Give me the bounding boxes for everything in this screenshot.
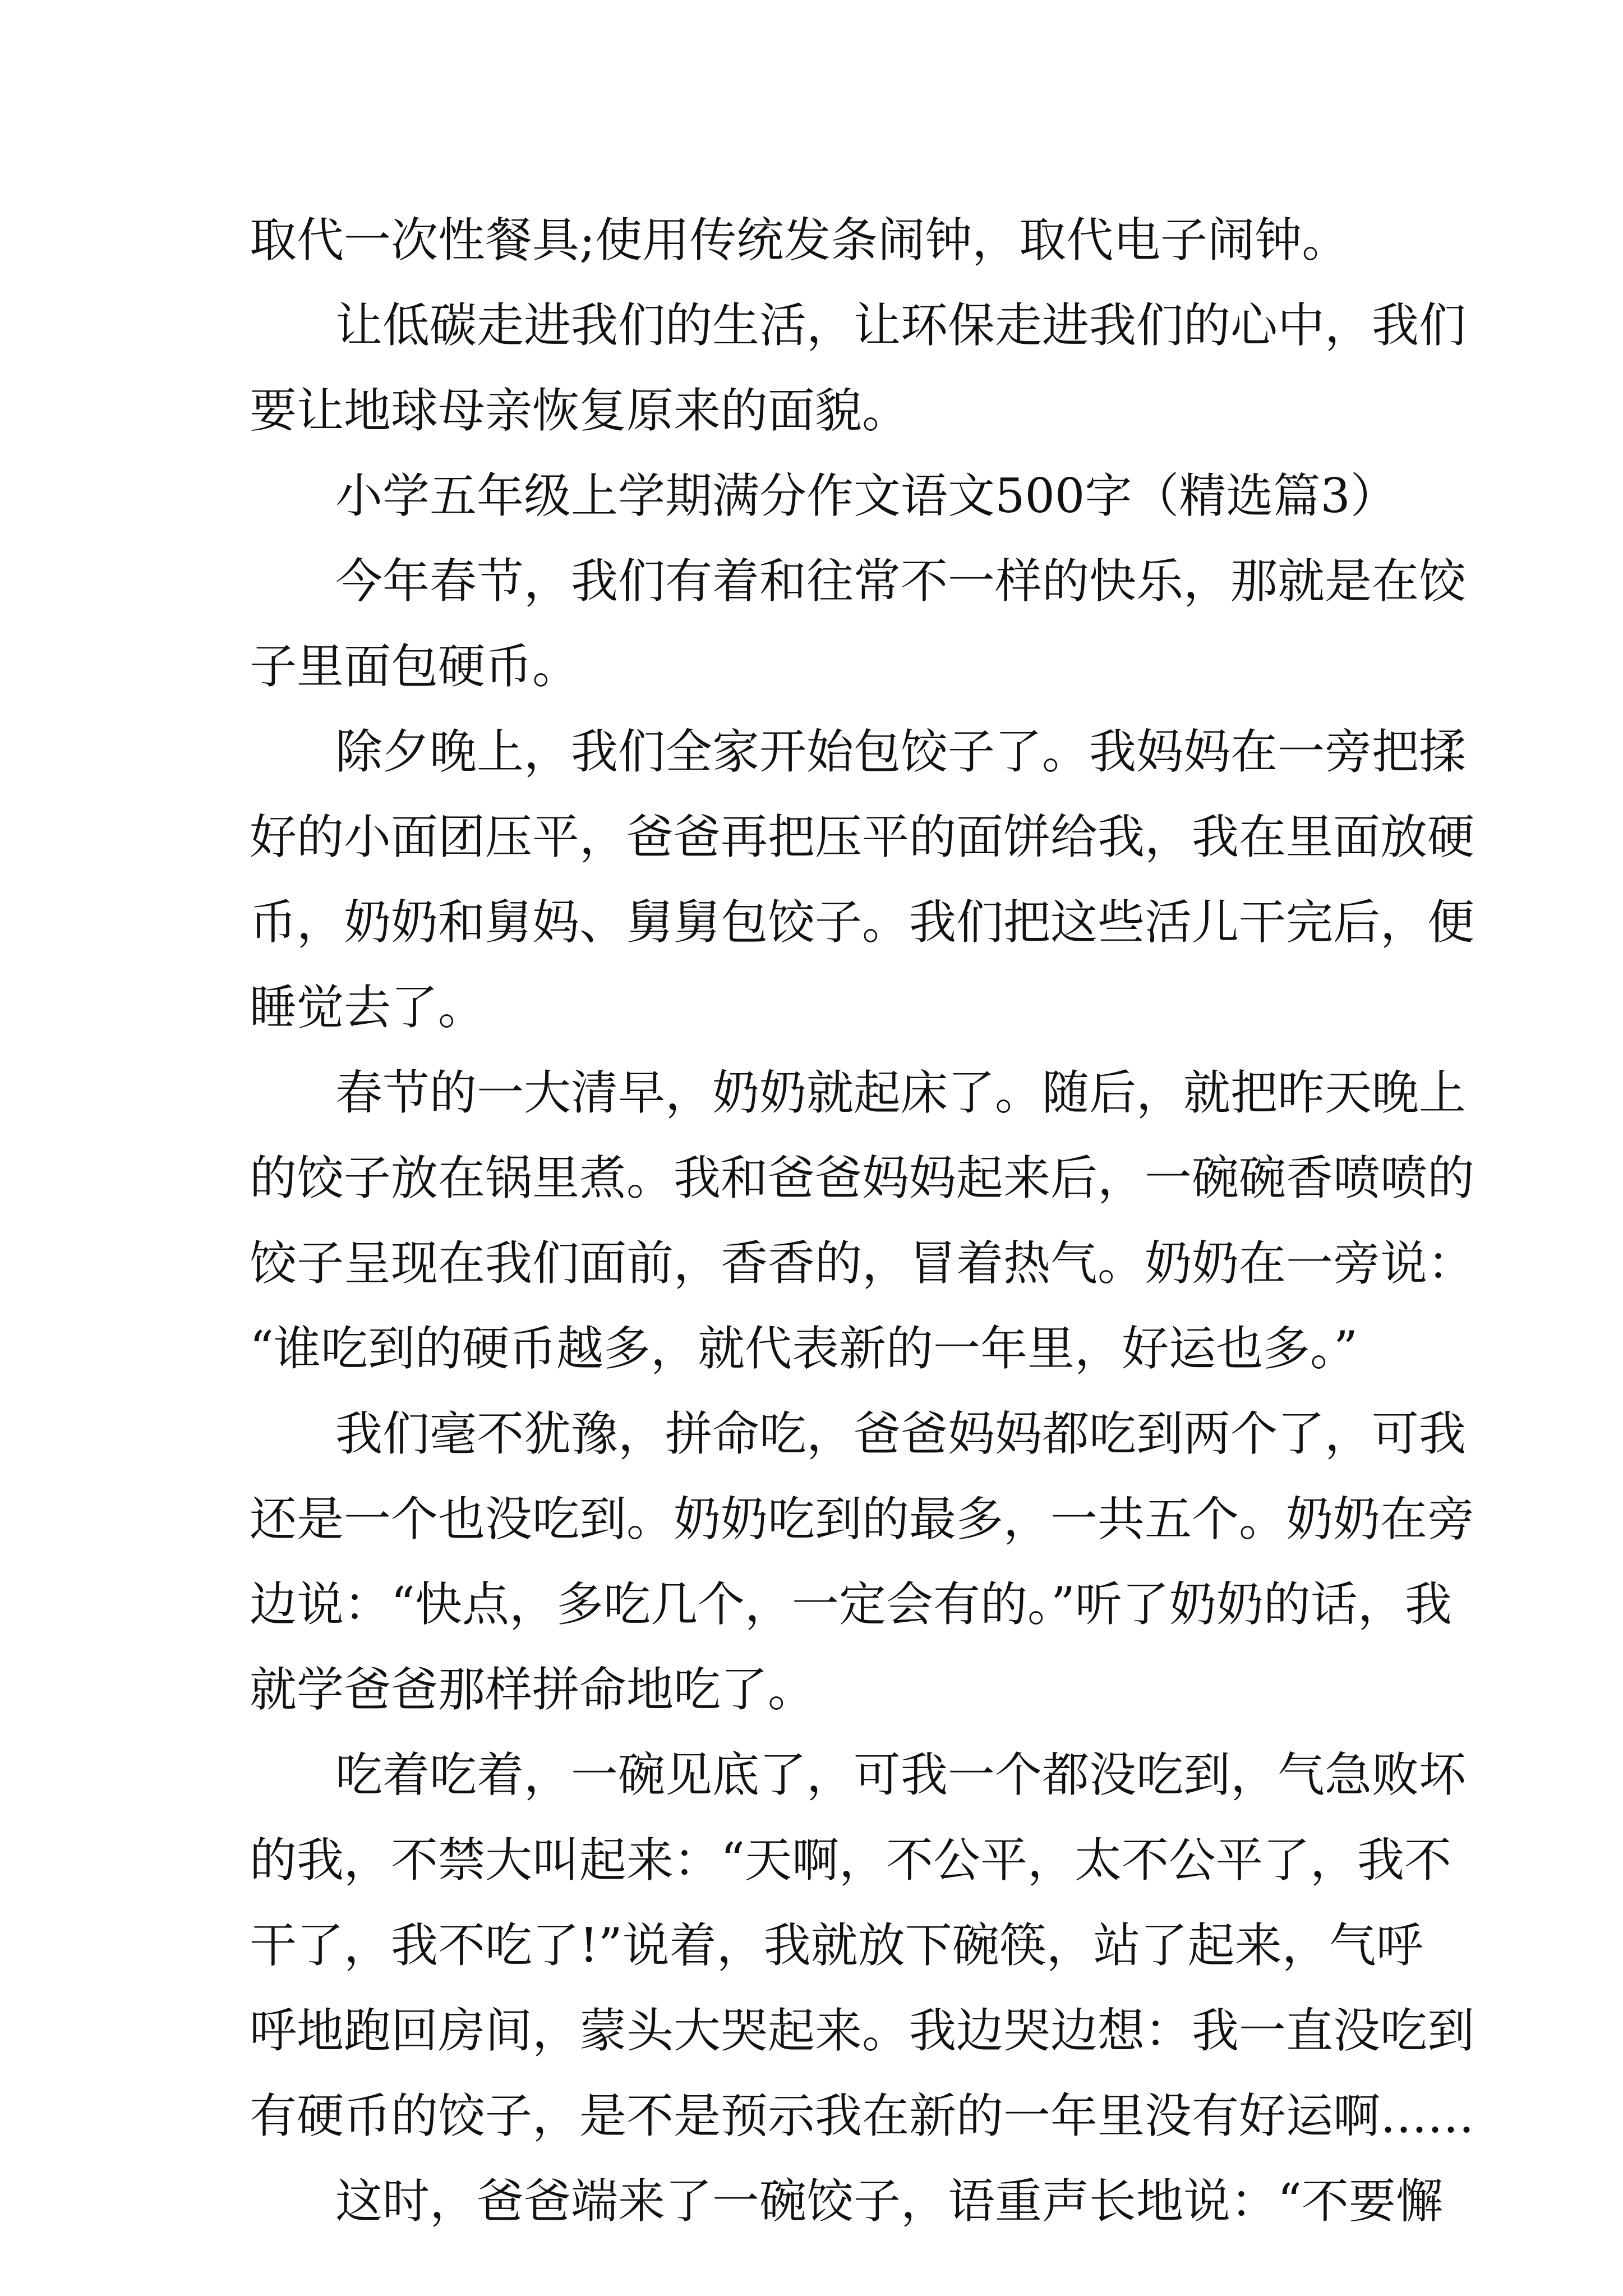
text-line: 睡觉去了。: [250, 980, 486, 1035]
text-line: 就学爸爸那样拼命地吃了。: [250, 1662, 815, 1717]
text-line: 呼地跑回房间，蒙头大哭起来。我边哭边想：我一直没吃到: [250, 2003, 1475, 2058]
text-line: 这时，爸爸端来了一碗饺子，语重声长地说：“不要懈: [335, 2174, 1443, 2229]
text-line: 我们毫不犹豫，拼命吃，爸爸妈妈都吃到两个了，可我: [335, 1406, 1467, 1461]
text-line: “谁吃到的硬币越多，就代表新的一年里，好运也多。”: [250, 1321, 1358, 1376]
text-line: 饺子呈现在我们面前，香香的，冒着热气。奶奶在一旁说：: [250, 1236, 1475, 1291]
text-line: 让低碳走进我们的生活，让环保走进我们的心中，我们: [335, 298, 1467, 353]
text-line: 好的小面团压平，爸爸再把压平的面饼给我，我在里面放硬: [250, 809, 1475, 864]
text-line: 干了，我不吃了!”说着，我就放下碗筷，站了起来，气呼: [250, 1918, 1423, 1973]
text-line: 春节的一大清早，奶奶就起床了。随后，就把昨天晚上: [335, 1065, 1467, 1120]
text-line: 除夕晚上，我们全家开始包饺子了。我妈妈在一旁把揉: [335, 724, 1467, 779]
text-line: 子里面包硬币。: [250, 639, 580, 694]
text-line: 还是一个也没吃到。奶奶吃到的最多，一共五个。奶奶在旁: [250, 1492, 1475, 1547]
text-line: 边说：“快点，多吃几个，一定会有的。”听了奶奶的话，我: [250, 1577, 1452, 1632]
section-heading: 小学五年级上学期满分作文语文500字（精选篇3）: [335, 468, 1398, 523]
text-line: 的饺子放在锅里煮。我和爸爸妈妈起来后，一碗碗香喷喷的: [250, 1151, 1475, 1205]
text-line: 今年春节，我们有着和往常不一样的快乐，那就是在饺: [335, 554, 1467, 609]
text-line: 吃着吃着，一碗见底了，可我一个都没吃到，气急败坏: [335, 1747, 1467, 1802]
text-line: 币，奶奶和舅妈、舅舅包饺子。我们把这些活儿干完后，便: [250, 895, 1475, 950]
text-line: 取代一次性餐具;使用传统发条闹钟，取代电子闹钟。: [250, 213, 1349, 268]
text-line: 的我，不禁大叫起来：“天啊，不公平，太不公平了，我不: [250, 1833, 1451, 1888]
text-line: 要让地球母亲恢复原来的面貌。: [250, 383, 910, 438]
text-line: 有硬币的饺子，是不是预示我在新的一年里没有好运啊……: [250, 2088, 1475, 2143]
